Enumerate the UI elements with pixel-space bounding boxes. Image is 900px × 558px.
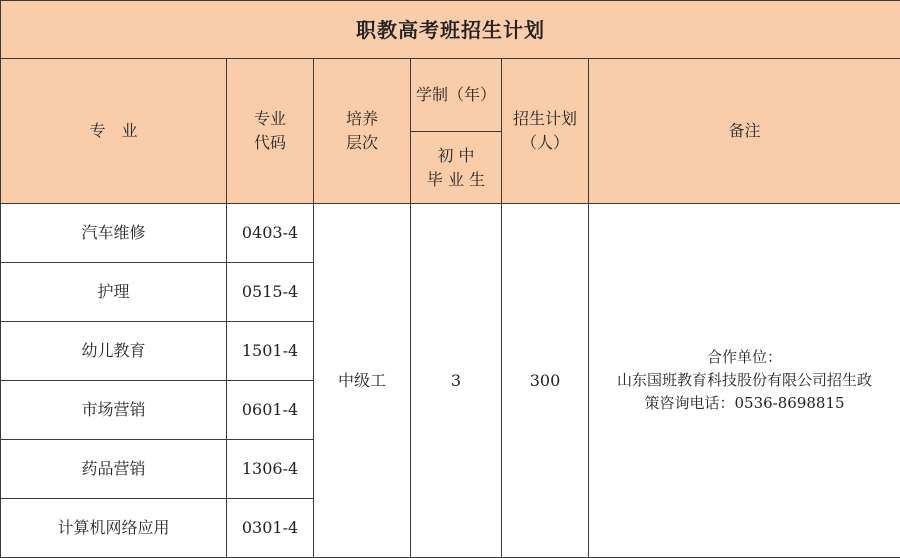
major-cell: 市场营销 [1,381,227,440]
plan-cell: 300 [502,204,589,558]
major-cell: 药品营销 [1,440,227,499]
header-code-line2: 代码 [227,131,313,155]
header-duration-sub [411,132,502,204]
header-plan-line1: 招生计划 [502,107,588,131]
note-line1: 合作单位： [593,346,896,369]
code-cell: 0301-4 [227,499,314,558]
header-plan [502,59,589,204]
header-duration-sub-line2: 毕 业 生 [411,168,501,192]
header-level [314,59,411,204]
code-cell: 1306-4 [227,440,314,499]
duration-cell: 3 [411,204,502,558]
header-code [227,59,314,204]
header-note: 备注 [589,59,900,204]
header-level-line2: 层次 [314,131,410,155]
header-duration: 学制（年） [411,59,502,132]
table-title: 职教高考班招生计划 [1,1,900,59]
note-line2: 山东国班教育科技股份有限公司招生政 [593,369,896,392]
level-cell: 中级工 [314,204,411,558]
major-cell: 护理 [1,263,227,322]
note-line3: 策咨询电话：0536-8698815 [593,392,896,415]
header-level-line1: 培养 [314,107,410,131]
major-cell: 幼儿教育 [1,322,227,381]
major-cell: 汽车维修 [1,204,227,263]
code-cell: 0515-4 [227,263,314,322]
header-major: 专 业 [1,59,227,204]
code-cell: 0403-4 [227,204,314,263]
note-cell [589,204,900,558]
header-plan-line2: （人） [502,131,588,155]
code-cell: 1501-4 [227,322,314,381]
major-cell: 计算机网络应用 [1,499,227,558]
header-duration-sub-line1: 初 中 [411,144,501,168]
table-row [1,204,900,263]
code-cell: 0601-4 [227,381,314,440]
header-code-line1: 专业 [227,107,313,131]
